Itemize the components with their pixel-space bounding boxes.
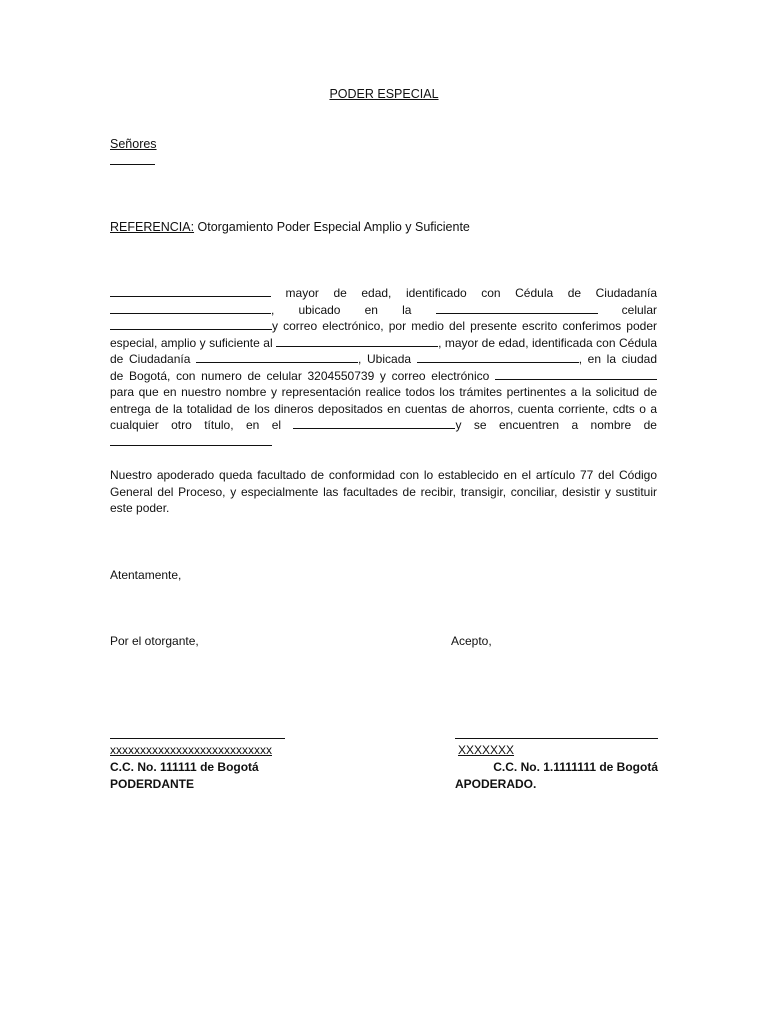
document-title: PODER ESPECIAL <box>329 87 439 101</box>
blank-field-id <box>110 302 271 314</box>
signature-line-attorney <box>455 738 658 739</box>
attorney-role: APODERADO. <box>455 777 537 791</box>
body-paragraph-1 <box>110 285 657 450</box>
blank-field-entity <box>293 417 455 429</box>
para1-text-9: y se encuentren a nombre de <box>455 418 657 432</box>
para1-text-5: , mayor de edad, identificada con Cédula de Ciudadanía <box>110 335 658 366</box>
body-paragraph-2: Nuestro apoderado queda facultado de conformidad con lo establecido en el artículo 77 del Código General del Proceso, y especialmente las facultades de recibir, transigir, conciliar, desistir y sustituir este poder. <box>110 468 657 515</box>
para1-text-1: mayor de edad, identificado con Cédula de Ciudadanía <box>271 286 657 300</box>
blank-field-holder <box>110 434 272 446</box>
addressee-blank-line <box>110 164 155 165</box>
para1-text-4: y correo electrónico, por medio del presente escrito conferimos poder especial, amplio y suficiente al <box>110 319 657 350</box>
blank-field-attorney-address <box>417 351 579 363</box>
para1-text-6: , Ubicada <box>358 352 417 366</box>
blank-field-address <box>436 302 598 314</box>
blank-field-phone <box>110 318 272 330</box>
grantor-name: xxxxxxxxxxxxxxxxxxxxxxxxxxx <box>110 743 272 757</box>
signature-line-grantor <box>110 738 285 739</box>
attorney-id: C.C. No. 1.1111111 de Bogotá <box>493 760 658 774</box>
para1-text-7: , en la ciudad de Bogotá, con numero de celular 3204550739 y correo electrónico <box>110 352 658 383</box>
blank-field-email <box>495 368 657 380</box>
grantor-label: Por el otorgante, <box>110 634 199 648</box>
attorney-name: XXXXXXX <box>458 743 515 757</box>
closing-text: Atentamente, <box>110 568 182 582</box>
reference-line <box>110 220 470 234</box>
blank-field-attorney-id <box>196 351 358 363</box>
grantor-role: PODERDANTE <box>110 777 195 791</box>
reference-label: REFERENCIA: <box>110 220 195 234</box>
reference-text: Otorgamiento Poder Especial Amplio y Suficiente <box>194 220 470 234</box>
para1-text-2: , ubicado en la <box>271 302 436 317</box>
grantor-id: C.C. No. 111111 de Bogotá <box>110 760 259 774</box>
blank-field-attorney <box>276 335 438 347</box>
accept-label: Acepto, <box>451 634 492 648</box>
blank-field-name <box>110 285 271 297</box>
addressee: Señores <box>110 137 157 151</box>
para1-text-8: para que en nuestro nombre y representación realice todos los trámites pertinentes a la solicitud de entrega de la totalidad de los dineros depositados en cuentas de ahorros, cuenta corriente, cdts o a cualquier otro título, en el <box>110 385 657 432</box>
para1-text-3: celular <box>597 302 657 317</box>
